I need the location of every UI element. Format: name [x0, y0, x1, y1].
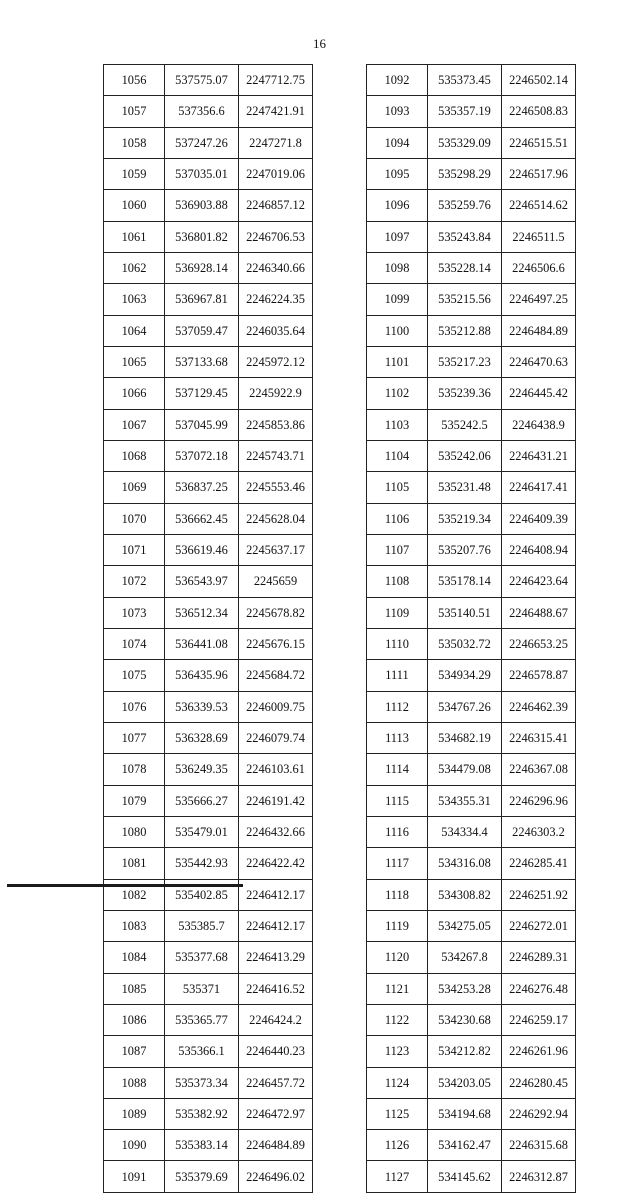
table-row: [104, 754, 313, 785]
x-coordinate-cell: 535298.29: [428, 158, 502, 189]
table-row: [104, 96, 313, 127]
point-number-cell: 1125: [367, 1098, 428, 1129]
table-row: [367, 158, 576, 189]
x-coordinate-cell: 536801.82: [165, 221, 239, 252]
table-row: [104, 1098, 313, 1129]
y-coordinate-cell: 2246445.42: [502, 378, 576, 409]
y-coordinate-cell: 2246412.17: [239, 910, 313, 941]
point-number-cell: 1091: [104, 1161, 165, 1192]
point-number-cell: 1057: [104, 96, 165, 127]
y-coordinate-cell: 2246315.68: [502, 1130, 576, 1161]
point-number-cell: 1117: [367, 848, 428, 879]
y-coordinate-cell: 2246653.25: [502, 628, 576, 659]
x-coordinate-cell: 535357.19: [428, 96, 502, 127]
point-number-cell: 1068: [104, 440, 165, 471]
x-coordinate-cell: 536249.35: [165, 754, 239, 785]
x-coordinate-cell: 535178.14: [428, 566, 502, 597]
table-row: [104, 691, 313, 722]
point-number-cell: 1082: [104, 879, 165, 910]
table-row: [367, 1130, 576, 1161]
table-row: [104, 597, 313, 628]
table-row: [367, 252, 576, 283]
x-coordinate-cell: 535217.23: [428, 346, 502, 377]
x-coordinate-cell: 536967.81: [165, 284, 239, 315]
y-coordinate-cell: 2246506.6: [502, 252, 576, 283]
y-coordinate-cell: 2246578.87: [502, 660, 576, 691]
table-row: [367, 816, 576, 847]
point-number-cell: 1083: [104, 910, 165, 941]
y-coordinate-cell: 2245676.15: [239, 628, 313, 659]
table-row: [104, 566, 313, 597]
point-number-cell: 1095: [367, 158, 428, 189]
point-number-cell: 1066: [104, 378, 165, 409]
y-coordinate-cell: 2246035.64: [239, 315, 313, 346]
table-row: [104, 503, 313, 534]
point-number-cell: 1105: [367, 472, 428, 503]
y-coordinate-cell: 2245922.9: [239, 378, 313, 409]
table-row: [367, 409, 576, 440]
table-row: [104, 409, 313, 440]
x-coordinate-cell: 536339.53: [165, 691, 239, 722]
point-number-cell: 1122: [367, 1004, 428, 1035]
x-coordinate-cell: 536435.96: [165, 660, 239, 691]
x-coordinate-cell: 535228.14: [428, 252, 502, 283]
y-coordinate-cell: 2246438.9: [502, 409, 576, 440]
point-number-cell: 1073: [104, 597, 165, 628]
point-number-cell: 1063: [104, 284, 165, 315]
point-number-cell: 1099: [367, 284, 428, 315]
y-coordinate-cell: 2246340.66: [239, 252, 313, 283]
x-coordinate-cell: 535242.5: [428, 409, 502, 440]
y-coordinate-cell: 2247712.75: [239, 65, 313, 96]
point-number-cell: 1109: [367, 597, 428, 628]
point-number-cell: 1096: [367, 190, 428, 221]
x-coordinate-cell: 534253.28: [428, 973, 502, 1004]
y-coordinate-cell: 2247271.8: [239, 127, 313, 158]
x-coordinate-cell: 534267.8: [428, 942, 502, 973]
x-coordinate-cell: 537356.6: [165, 96, 239, 127]
x-coordinate-cell: 536903.88: [165, 190, 239, 221]
table-row: [367, 1098, 576, 1129]
table-row: [367, 973, 576, 1004]
x-coordinate-cell: 535365.77: [165, 1004, 239, 1035]
point-number-cell: 1090: [104, 1130, 165, 1161]
y-coordinate-cell: 2246408.94: [502, 534, 576, 565]
table-row: [367, 754, 576, 785]
y-coordinate-cell: 2246079.74: [239, 722, 313, 753]
y-coordinate-cell: 2246440.23: [239, 1036, 313, 1067]
point-number-cell: 1093: [367, 96, 428, 127]
x-coordinate-cell: 535207.76: [428, 534, 502, 565]
x-coordinate-cell: 535215.56: [428, 284, 502, 315]
table-body: [104, 65, 313, 1193]
point-number-cell: 1110: [367, 628, 428, 659]
point-number-cell: 1075: [104, 660, 165, 691]
x-coordinate-cell: 537247.26: [165, 127, 239, 158]
x-coordinate-cell: 535377.68: [165, 942, 239, 973]
table-row: [104, 1130, 313, 1161]
table-row: [104, 315, 313, 346]
x-coordinate-cell: 535373.34: [165, 1067, 239, 1098]
point-number-cell: 1120: [367, 942, 428, 973]
point-number-cell: 1092: [367, 65, 428, 96]
point-number-cell: 1060: [104, 190, 165, 221]
point-number-cell: 1106: [367, 503, 428, 534]
y-coordinate-cell: 2246484.89: [502, 315, 576, 346]
x-coordinate-cell: 534682.19: [428, 722, 502, 753]
x-coordinate-cell: 534230.68: [428, 1004, 502, 1035]
y-coordinate-cell: 2246285.41: [502, 848, 576, 879]
table-row: [367, 96, 576, 127]
point-number-cell: 1088: [104, 1067, 165, 1098]
table-row: [367, 534, 576, 565]
point-number-cell: 1118: [367, 879, 428, 910]
y-coordinate-cell: 2246432.66: [239, 816, 313, 847]
x-coordinate-cell: 535259.76: [428, 190, 502, 221]
x-coordinate-cell: 534212.82: [428, 1036, 502, 1067]
point-number-cell: 1098: [367, 252, 428, 283]
y-coordinate-cell: 2246292.94: [502, 1098, 576, 1129]
y-coordinate-cell: 2246857.12: [239, 190, 313, 221]
x-coordinate-cell: 535666.27: [165, 785, 239, 816]
x-coordinate-cell: 535329.09: [428, 127, 502, 158]
y-coordinate-cell: 2246413.29: [239, 942, 313, 973]
table-row: [104, 973, 313, 1004]
y-coordinate-cell: 2246312.87: [502, 1161, 576, 1192]
table-row: [367, 440, 576, 471]
point-number-cell: 1062: [104, 252, 165, 283]
x-coordinate-cell: 534767.26: [428, 691, 502, 722]
table-row: [367, 503, 576, 534]
table-row: [367, 65, 576, 96]
y-coordinate-cell: 2246508.83: [502, 96, 576, 127]
x-coordinate-cell: 535239.36: [428, 378, 502, 409]
x-coordinate-cell: 534934.29: [428, 660, 502, 691]
y-coordinate-cell: 2246191.42: [239, 785, 313, 816]
x-coordinate-cell: 537133.68: [165, 346, 239, 377]
y-coordinate-cell: 2246259.17: [502, 1004, 576, 1035]
table-row: [104, 378, 313, 409]
y-coordinate-cell: 2246289.31: [502, 942, 576, 973]
point-number-cell: 1113: [367, 722, 428, 753]
table-row: [367, 1036, 576, 1067]
table-row: [104, 65, 313, 96]
point-number-cell: 1074: [104, 628, 165, 659]
table-row: [104, 785, 313, 816]
table-row: [104, 190, 313, 221]
x-coordinate-cell: 534275.05: [428, 910, 502, 941]
y-coordinate-cell: 2246251.92: [502, 879, 576, 910]
point-number-cell: 1104: [367, 440, 428, 471]
table-row: [104, 440, 313, 471]
table-row: [367, 1161, 576, 1192]
point-number-cell: 1070: [104, 503, 165, 534]
point-number-cell: 1069: [104, 472, 165, 503]
point-number-cell: 1126: [367, 1130, 428, 1161]
table-row: [367, 597, 576, 628]
point-number-cell: 1061: [104, 221, 165, 252]
coordinate-table-left: [103, 64, 313, 1193]
x-coordinate-cell: 535212.88: [428, 315, 502, 346]
y-coordinate-cell: 2246280.45: [502, 1067, 576, 1098]
x-coordinate-cell: 536543.97: [165, 566, 239, 597]
point-number-cell: 1080: [104, 816, 165, 847]
y-coordinate-cell: 2246472.97: [239, 1098, 313, 1129]
x-coordinate-cell: 536512.34: [165, 597, 239, 628]
table-row: [104, 816, 313, 847]
table-row: [104, 284, 313, 315]
table-row: [104, 942, 313, 973]
point-number-cell: 1115: [367, 785, 428, 816]
y-coordinate-cell: 2245628.04: [239, 503, 313, 534]
point-number-cell: 1085: [104, 973, 165, 1004]
point-number-cell: 1111: [367, 660, 428, 691]
table-row: [104, 534, 313, 565]
table-row: [104, 127, 313, 158]
x-coordinate-cell: 535385.7: [165, 910, 239, 941]
point-number-cell: 1100: [367, 315, 428, 346]
y-coordinate-cell: 2246422.42: [239, 848, 313, 879]
y-coordinate-cell: 2246515.51: [502, 127, 576, 158]
x-coordinate-cell: 534203.05: [428, 1067, 502, 1098]
y-coordinate-cell: 2246303.2: [502, 816, 576, 847]
x-coordinate-cell: 534334.4: [428, 816, 502, 847]
table-row: [367, 722, 576, 753]
point-number-cell: 1072: [104, 566, 165, 597]
table-row: [367, 315, 576, 346]
y-coordinate-cell: 2245637.17: [239, 534, 313, 565]
y-coordinate-cell: 2246497.25: [502, 284, 576, 315]
table-row: [104, 1067, 313, 1098]
table-row: [104, 158, 313, 189]
point-number-cell: 1097: [367, 221, 428, 252]
x-coordinate-cell: 535373.45: [428, 65, 502, 96]
x-coordinate-cell: 535371: [165, 973, 239, 1004]
x-coordinate-cell: 535379.69: [165, 1161, 239, 1192]
x-coordinate-cell: 535219.34: [428, 503, 502, 534]
table-body: [367, 65, 576, 1193]
point-number-cell: 1081: [104, 848, 165, 879]
table-row: [367, 566, 576, 597]
point-number-cell: 1121: [367, 973, 428, 1004]
point-number-cell: 1086: [104, 1004, 165, 1035]
y-coordinate-cell: 2246009.75: [239, 691, 313, 722]
table-row: [367, 127, 576, 158]
point-number-cell: 1056: [104, 65, 165, 96]
table-row: [367, 472, 576, 503]
point-number-cell: 1107: [367, 534, 428, 565]
table-row: [104, 848, 313, 879]
x-coordinate-cell: 537129.45: [165, 378, 239, 409]
x-coordinate-cell: 535231.48: [428, 472, 502, 503]
y-coordinate-cell: 2246409.39: [502, 503, 576, 534]
point-number-cell: 1119: [367, 910, 428, 941]
y-coordinate-cell: 2246484.89: [239, 1130, 313, 1161]
point-number-cell: 1114: [367, 754, 428, 785]
y-coordinate-cell: 2246511.5: [502, 221, 576, 252]
point-number-cell: 1059: [104, 158, 165, 189]
point-number-cell: 1127: [367, 1161, 428, 1192]
y-coordinate-cell: 2246224.35: [239, 284, 313, 315]
y-coordinate-cell: 2246416.52: [239, 973, 313, 1004]
table-row: [104, 1036, 313, 1067]
y-coordinate-cell: 2245659: [239, 566, 313, 597]
y-coordinate-cell: 2246412.17: [239, 879, 313, 910]
table-row: [104, 252, 313, 283]
y-coordinate-cell: 2246431.21: [502, 440, 576, 471]
y-coordinate-cell: 2246488.67: [502, 597, 576, 628]
y-coordinate-cell: 2246272.01: [502, 910, 576, 941]
y-coordinate-cell: 2246261.96: [502, 1036, 576, 1067]
x-coordinate-cell: 534308.82: [428, 879, 502, 910]
x-coordinate-cell: 534194.68: [428, 1098, 502, 1129]
table-row: [367, 1067, 576, 1098]
y-coordinate-cell: 2246462.39: [502, 691, 576, 722]
point-number-cell: 1101: [367, 346, 428, 377]
footer-rule: [7, 884, 243, 887]
y-coordinate-cell: 2246296.96: [502, 785, 576, 816]
x-coordinate-cell: 534355.31: [428, 785, 502, 816]
x-coordinate-cell: 537575.07: [165, 65, 239, 96]
point-number-cell: 1116: [367, 816, 428, 847]
y-coordinate-cell: 2246103.61: [239, 754, 313, 785]
x-coordinate-cell: 537059.47: [165, 315, 239, 346]
y-coordinate-cell: 2245853.86: [239, 409, 313, 440]
point-number-cell: 1067: [104, 409, 165, 440]
y-coordinate-cell: 2246470.63: [502, 346, 576, 377]
x-coordinate-cell: 535479.01: [165, 816, 239, 847]
table-row: [367, 879, 576, 910]
page-number: 16: [313, 36, 326, 51]
x-coordinate-cell: 536837.25: [165, 472, 239, 503]
x-coordinate-cell: 536662.45: [165, 503, 239, 534]
y-coordinate-cell: 2247019.06: [239, 158, 313, 189]
y-coordinate-cell: 2245684.72: [239, 660, 313, 691]
point-number-cell: 1064: [104, 315, 165, 346]
point-number-cell: 1076: [104, 691, 165, 722]
coordinate-table-right: [366, 64, 576, 1193]
y-coordinate-cell: 2245743.71: [239, 440, 313, 471]
x-coordinate-cell: 535382.92: [165, 1098, 239, 1129]
point-number-cell: 1124: [367, 1067, 428, 1098]
x-coordinate-cell: 535032.72: [428, 628, 502, 659]
y-coordinate-cell: 2246706.53: [239, 221, 313, 252]
x-coordinate-cell: 537045.99: [165, 409, 239, 440]
point-number-cell: 1071: [104, 534, 165, 565]
y-coordinate-cell: 2246417.41: [502, 472, 576, 503]
y-coordinate-cell: 2246457.72: [239, 1067, 313, 1098]
point-number-cell: 1089: [104, 1098, 165, 1129]
x-coordinate-cell: 535383.14: [165, 1130, 239, 1161]
point-number-cell: 1087: [104, 1036, 165, 1067]
table-row: [367, 848, 576, 879]
point-number-cell: 1079: [104, 785, 165, 816]
table-row: [104, 660, 313, 691]
y-coordinate-cell: 2246502.14: [502, 65, 576, 96]
x-coordinate-cell: 534316.08: [428, 848, 502, 879]
point-number-cell: 1065: [104, 346, 165, 377]
point-number-cell: 1103: [367, 409, 428, 440]
y-coordinate-cell: 2246514.62: [502, 190, 576, 221]
x-coordinate-cell: 536328.69: [165, 722, 239, 753]
y-coordinate-cell: 2247421.91: [239, 96, 313, 127]
table-row: [104, 628, 313, 659]
x-coordinate-cell: 535442.93: [165, 848, 239, 879]
x-coordinate-cell: 535366.1: [165, 1036, 239, 1067]
table-row: [367, 221, 576, 252]
table-row: [367, 1004, 576, 1035]
table-row: [104, 910, 313, 941]
table-row: [367, 284, 576, 315]
y-coordinate-cell: 2245678.82: [239, 597, 313, 628]
x-coordinate-cell: 536928.14: [165, 252, 239, 283]
x-coordinate-cell: 535140.51: [428, 597, 502, 628]
x-coordinate-cell: 536441.08: [165, 628, 239, 659]
table-row: [104, 722, 313, 753]
point-number-cell: 1078: [104, 754, 165, 785]
y-coordinate-cell: 2246367.08: [502, 754, 576, 785]
x-coordinate-cell: 534479.08: [428, 754, 502, 785]
table-row: [104, 346, 313, 377]
y-coordinate-cell: 2246496.02: [239, 1161, 313, 1192]
table-row: [367, 346, 576, 377]
point-number-cell: 1084: [104, 942, 165, 973]
x-coordinate-cell: 537035.01: [165, 158, 239, 189]
table-row: [367, 378, 576, 409]
table-row: [367, 942, 576, 973]
point-number-cell: 1058: [104, 127, 165, 158]
x-coordinate-cell: 535243.84: [428, 221, 502, 252]
y-coordinate-cell: 2246424.2: [239, 1004, 313, 1035]
x-coordinate-cell: 534145.62: [428, 1161, 502, 1192]
y-coordinate-cell: 2246423.64: [502, 566, 576, 597]
table-row: [367, 190, 576, 221]
point-number-cell: 1108: [367, 566, 428, 597]
y-coordinate-cell: 2246276.48: [502, 973, 576, 1004]
y-coordinate-cell: 2246315.41: [502, 722, 576, 753]
x-coordinate-cell: 535402.85: [165, 879, 239, 910]
table-row: [104, 1161, 313, 1192]
y-coordinate-cell: 2245553.46: [239, 472, 313, 503]
x-coordinate-cell: 536619.46: [165, 534, 239, 565]
y-coordinate-cell: 2245972.12: [239, 346, 313, 377]
table-row: [367, 910, 576, 941]
table-row: [367, 628, 576, 659]
table-row: [367, 660, 576, 691]
point-number-cell: 1094: [367, 127, 428, 158]
table-row: [367, 785, 576, 816]
point-number-cell: 1077: [104, 722, 165, 753]
x-coordinate-cell: 535242.06: [428, 440, 502, 471]
table-row: [367, 691, 576, 722]
x-coordinate-cell: 534162.47: [428, 1130, 502, 1161]
point-number-cell: 1102: [367, 378, 428, 409]
y-coordinate-cell: 2246517.96: [502, 158, 576, 189]
point-number-cell: 1112: [367, 691, 428, 722]
point-number-cell: 1123: [367, 1036, 428, 1067]
x-coordinate-cell: 537072.18: [165, 440, 239, 471]
table-row: [104, 1004, 313, 1035]
table-row: [104, 472, 313, 503]
table-row: [104, 221, 313, 252]
